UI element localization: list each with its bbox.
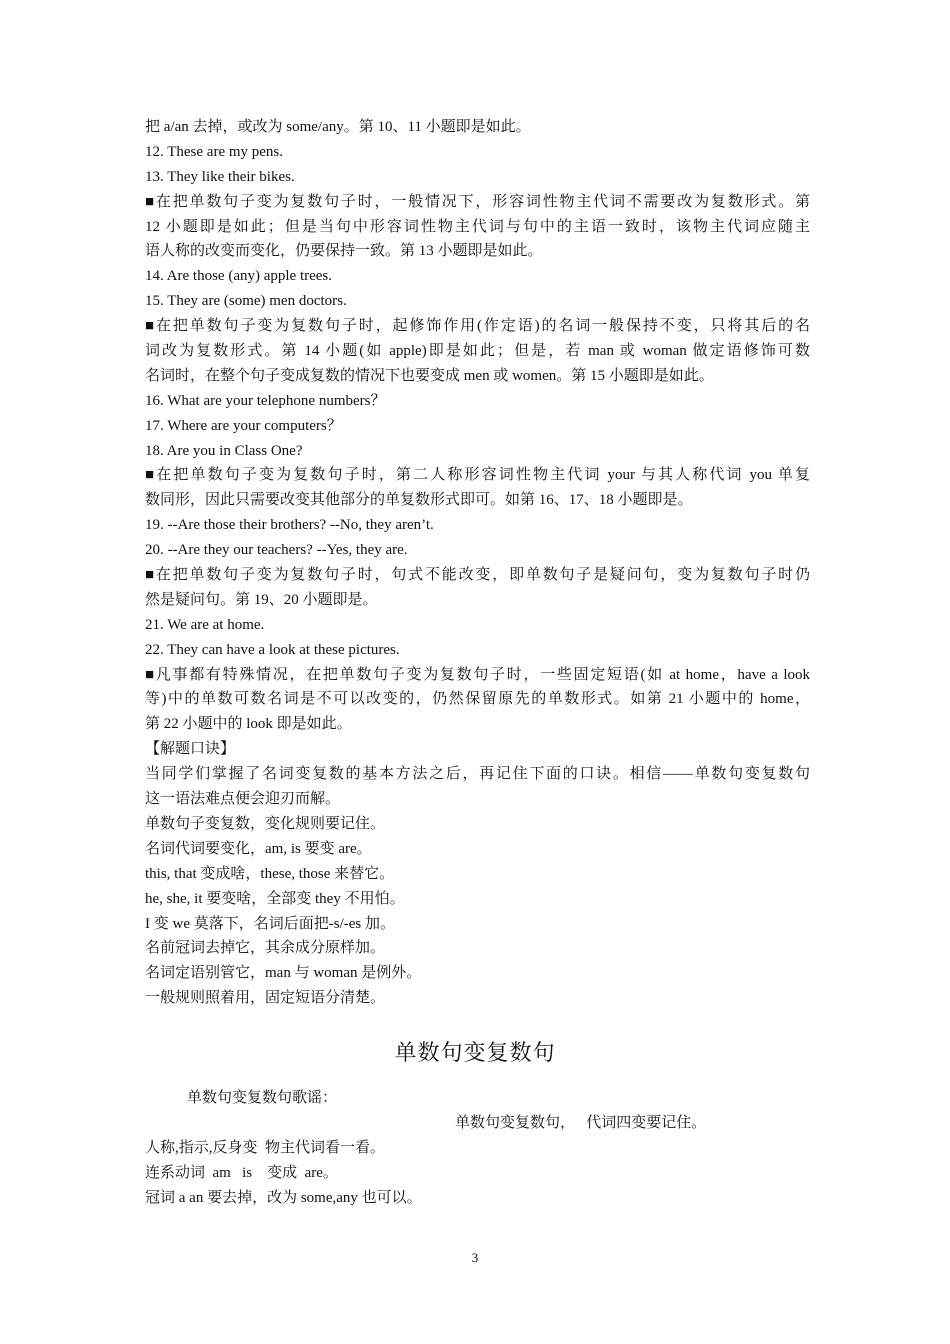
text-line: 语人称的改变而变化，仍要保持一致。第 13 小题即是如此。 [145, 243, 543, 260]
text-line: this, that 变成啥，these, those 来替它。 [145, 865, 395, 882]
text-line: 22. They can have a look at these pictures. [145, 641, 400, 658]
song-first-line: 单数句变复数句， 代词四变要记住。 [455, 1114, 707, 1131]
text-line: 14. Are those (any) apple trees. [145, 268, 333, 285]
song-line: 人称,指示,反身变 物主代词看一看。 [145, 1139, 386, 1156]
song-line: 连系动词 am is 变成 are。 [145, 1164, 338, 1181]
body-text [145, 115, 810, 1011]
section-title: 单数句变复数句 [394, 1041, 556, 1066]
text-line: 21. We are at home. [145, 616, 265, 633]
song-intro: 单数句变复数句歌谣： [187, 1090, 338, 1106]
song-line: 冠词 a an 要去掉，改为 some,any 也可以。 [145, 1189, 422, 1206]
page-number: 3 [471, 1250, 479, 1265]
text-line: 一般规则照着用，固定短语分清楚。 [145, 990, 386, 1007]
text-line: 16. What are your telephone numbers？ [145, 392, 386, 409]
text-line: 当同学们掌握了名词变复数的基本方法之后，再记住下面的口诀。相信——单数句变复数句 [145, 766, 810, 783]
text-line: 数同形，因此只需要改变其他部分的单复数形式即可。如第 16、17、18 小题即是。 [145, 492, 693, 509]
text-line: 词改为复数形式。第 14 小题(如 apple)即是如此；但是，若 man 或 woman 做定语修饰可数 [145, 343, 810, 360]
song-section [145, 1086, 810, 1210]
text-line: ■在把单数句子变为复数句子时，第二人称形容词性物主代词 your 与其人称代词 you 单复 [145, 467, 810, 484]
text-line: 这一语法难点便会迎刃而解。 [145, 791, 341, 808]
text-line: 名词时，在整个句子变成复数的情况下也要变成 men 或 women。第 15 小题即是如此。 [145, 367, 714, 384]
text-line: 名词定语别管它，man 与 woman 是例外。 [145, 965, 422, 982]
text-line: 20. --Are they our teachers? --Yes, they are. [145, 542, 408, 559]
text-line: 13. They like their bikes. [145, 168, 295, 185]
text-line: 把 a/an 去掉，或改为 some/any。第 10、11 小题即是如此。 [145, 119, 531, 135]
text-line: 17. Where are your computers？ [145, 417, 342, 434]
text-line: 12 小题即是如此；但是当句中形容词性物主代词与句中的主语一致时，该物主代词应随主 [145, 218, 810, 235]
text-line: ■在把单数句子变为复数句子时，起修饰作用(作定语)的名词一般保持不变，只将其后的名 [145, 318, 810, 335]
text-line: ■凡事都有特殊情况，在把单数句子变为复数句子时，一些固定短语(如 at home，have a look [145, 666, 810, 683]
text-line: ■在把单数句子变为复数句子时，一般情况下，形容词性物主代词不需要改为复数形式。第 [145, 193, 810, 210]
text-line: 19. --Are those their brothers? --No, they aren’t. [145, 517, 434, 534]
text-line: 18. Are you in Class One? [145, 442, 303, 459]
text-line: 然是疑问句。第 19、20 小题即是。 [145, 591, 378, 608]
text-line: ■在把单数句子变为复数句子时，句式不能改变，即单数句子是疑问句，变为复数句子时仍 [145, 567, 810, 584]
text-line: 12. These are my pens. [145, 143, 284, 160]
text-line: 等)中的单数可数名词是不可以改变的，仍然保留原先的单数形式。如第 21 小题中的 home， [145, 691, 810, 708]
text-line: he, she, it 要变啥，全部变 they 不用怕。 [145, 890, 405, 907]
text-line: 单数句子变复数，变化规则要记住。 [145, 815, 386, 832]
text-line: I 变 we 莫落下，名词后面把-s/-es 加。 [145, 915, 395, 932]
text-line: 名词代词要变化，am, is 要变 are。 [145, 840, 372, 857]
text-line: 15. They are (some) men doctors. [145, 293, 347, 310]
text-line: 【解题口诀】 [145, 741, 236, 758]
text-line: 第 22 小题中的 look 即是如此。 [145, 716, 352, 733]
text-line: 名前冠词去掉它，其余成分原样加。 [145, 940, 386, 957]
